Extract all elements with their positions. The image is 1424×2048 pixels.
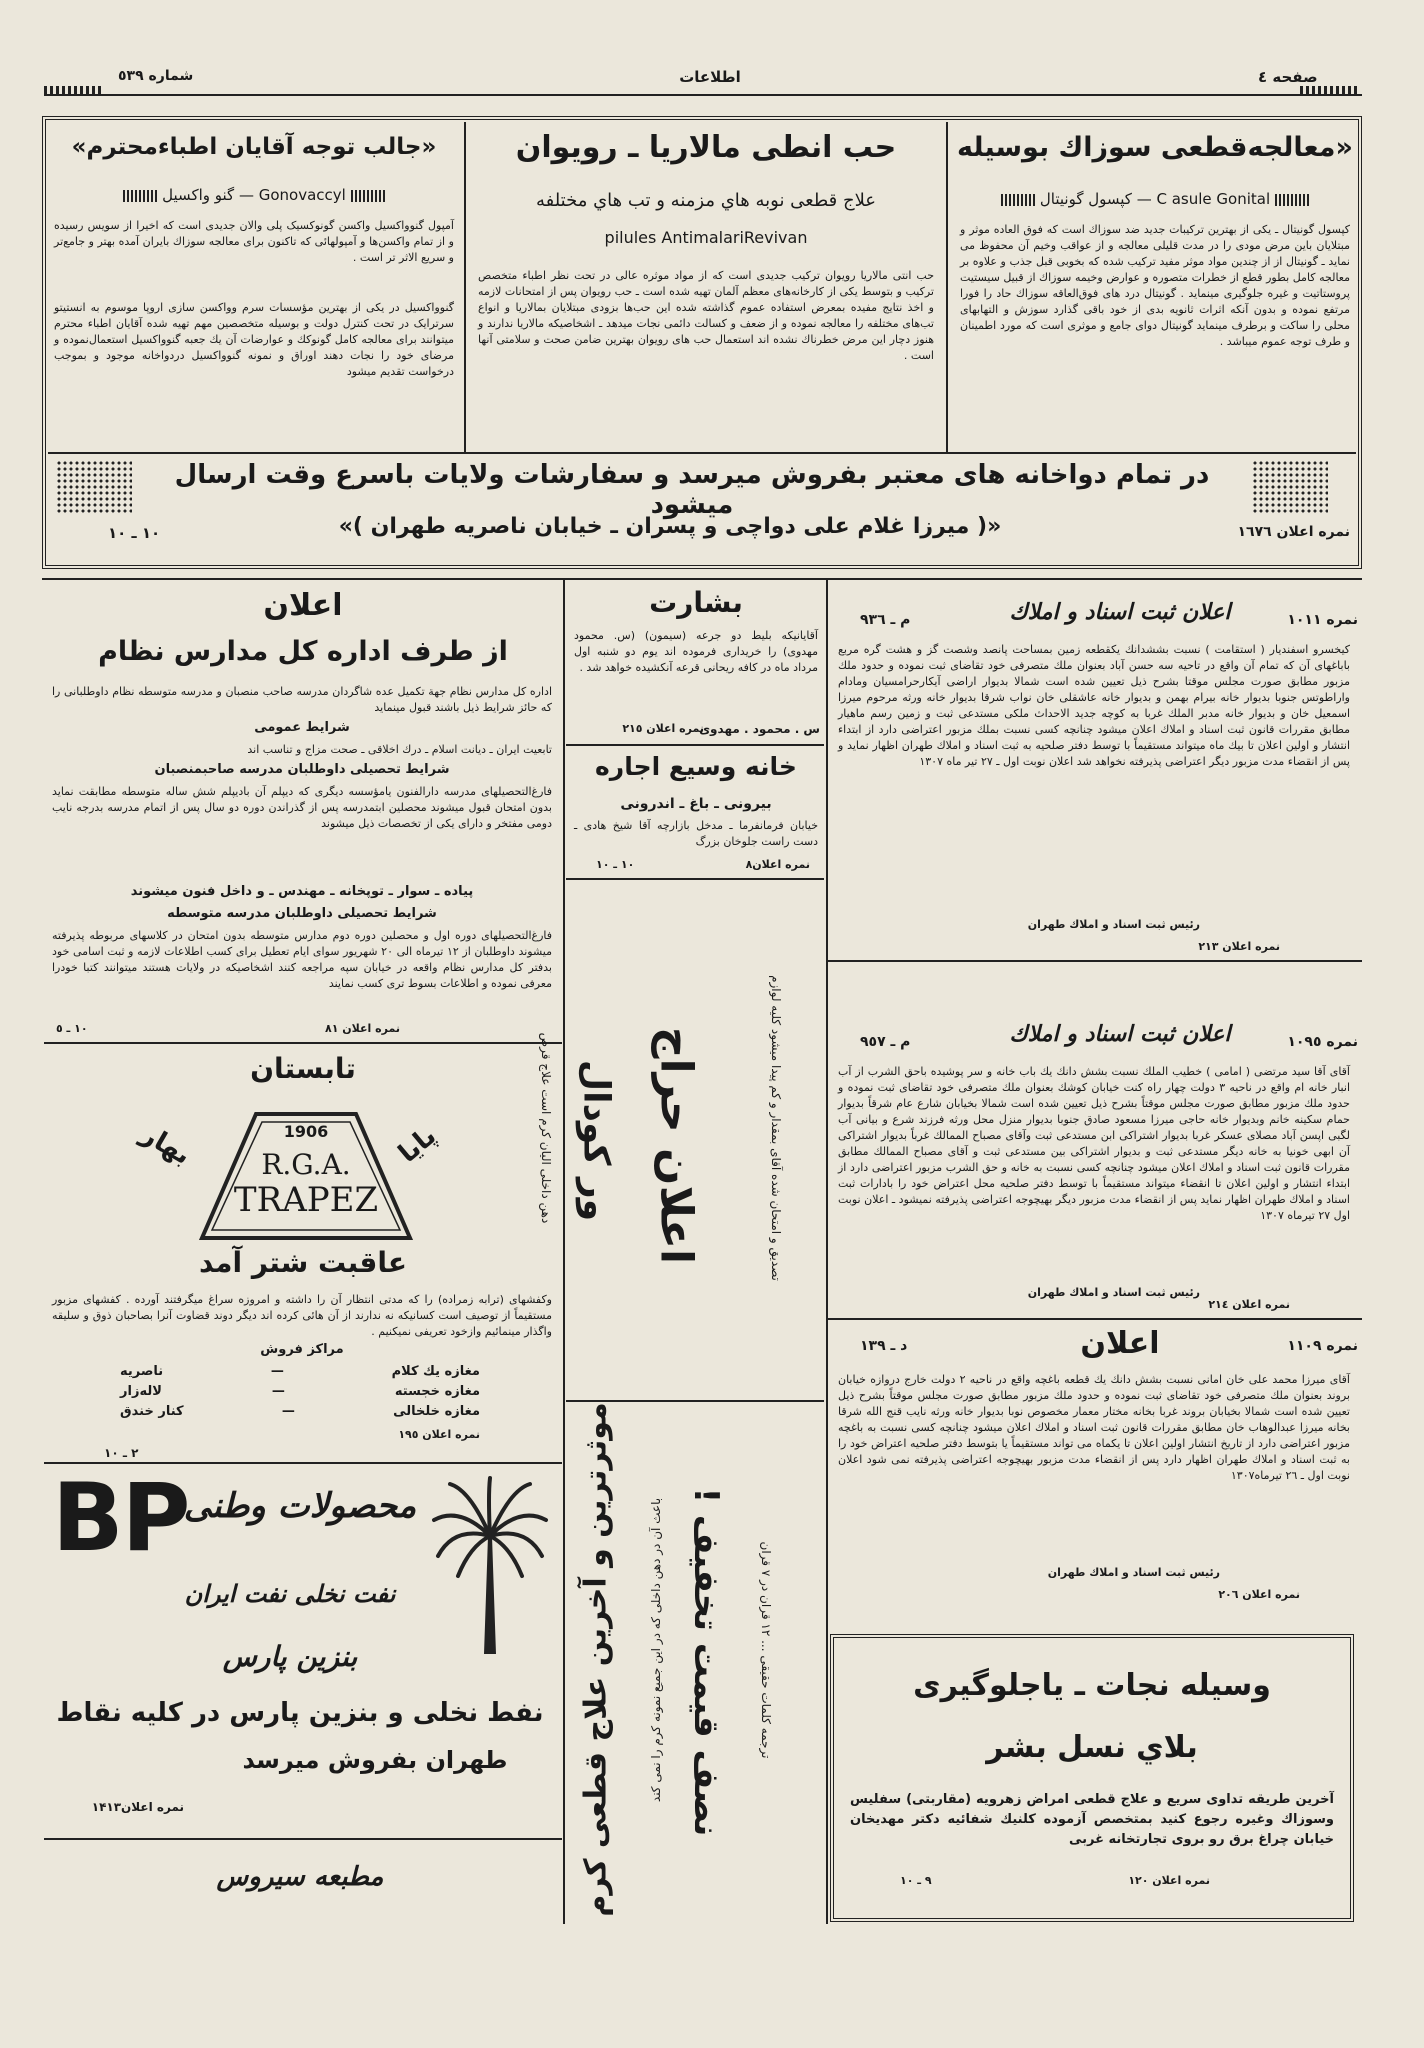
bp-line2: طهران بفروش ميرسد [242, 1746, 508, 1774]
summer-title: تابستان [250, 1052, 356, 1085]
bp-subtitle: نفت نخلی نفت ايران [184, 1580, 396, 1608]
bp-logo: BP [52, 1464, 189, 1573]
centers-title: مراکز فروش [260, 1342, 344, 1357]
vermifuge-title: ور کودال [575, 1059, 617, 1222]
banner-ad-range: ١٠ ـ ١٠ [108, 524, 161, 542]
bp-ad-number: نمره اعلان١۴١٣ [91, 1800, 184, 1814]
right-rule-1 [828, 960, 1362, 962]
ad1-number: نمره ١٠١١ [1287, 612, 1358, 628]
ornament-icon [1275, 194, 1309, 206]
summer-subtitle: عاقبت شتر آمد [198, 1246, 408, 1279]
discount-title: نصف قيمت تخفيف ! [686, 1487, 726, 1837]
dash: — [270, 1364, 284, 1379]
bisharat-para: آقايانيکه بليط دو جرعه (سيمون) (س. محمود مهدوی) را خريداری فرموده اند يوم دو شنبه اول مرداد ماه در کافه ريحانی قرعه آنکشيده خواهد شد . [574, 629, 818, 674]
banner-divider-left [464, 122, 466, 452]
middle-box-latin: pilules AntimalariRevivan [604, 228, 808, 247]
ad1-code: م ـ ٩٣٦ [860, 612, 911, 628]
summer-ad-range: ٢ ـ ١٠ [104, 1446, 139, 1460]
notice-subtitle: از طرف اداره کل مدارس نظام [98, 636, 508, 667]
palm-tree-icon [430, 1476, 550, 1656]
header-ornament-left [44, 86, 104, 94]
logo-word-left: بهار [135, 1119, 196, 1171]
ad2-code: م ـ ٩٥٧ [860, 1034, 911, 1050]
banner-ad-number: نمره اعلان ١٦٧٦ [1237, 524, 1350, 540]
notice-arms: پياده ـ سوار ـ توپخانه ـ مهندس ـ و داخل فنون ميشوند [130, 884, 474, 899]
center-street: لاله‌زار [120, 1384, 162, 1399]
mid-rule-1 [566, 744, 824, 746]
bisharat-ad-number: نمره اعلان ٢١٥ [622, 722, 704, 735]
auction-body: تصديق و امتحان شده آقای بمقدار و کم پيدا ميشود کليه لوازم [769, 975, 783, 1281]
house-ad-range: ١٠ ـ ١٠ [596, 858, 635, 871]
ad3-code: د ـ ١٣٩ [860, 1338, 908, 1354]
cure-title: موثرترين و آخرين علاج قطعی کرم [578, 1402, 614, 1917]
left-box-para2: گنوواکسيل در يکی از بهترين مؤسسات سرم وواکسن سازی اروپا موسوم به انستيتو سرترايک در تحت کنترل دولت و بوسيله متخصصين مهم تهيه شده آقايان اطباء محترم ميتوانند برای معالجه کامل گونوکك و عوارضات آن يك جعبه گنوواکسيل استعمال‌نموده و مرضای خود را نجات دهند اوراق و نمونه گنوواکسيل دردواخانه موجود و بموجب درخواست تقديم ميشود [54, 301, 454, 378]
ad4-number: نمره اعلان ١٢٠ [1128, 1874, 1210, 1887]
dot-ornament-left [56, 460, 132, 514]
notice-heading2: شرايط تحصيلی داوطلبان مدرسه صاحبمنصبان [154, 762, 450, 777]
discount-body: ترجمه کلمات حقيقی ... ١٢ قران در ٧ قران [759, 1541, 773, 1759]
house-title: خانه وسيع اجاره [595, 752, 797, 781]
bisharat-signature: س . محمود . مهدوی [699, 722, 820, 736]
ad1-title: اعلان ثبت اسناد و املاك [1009, 600, 1231, 625]
right-box-product-name: کپسول گونيتال — C asule Gonital [1039, 190, 1271, 208]
notice-ad-range: ١٠ ـ ٥ [56, 1022, 88, 1035]
page-label: صفحه ٤ [1258, 68, 1318, 86]
ornament-icon [123, 190, 157, 202]
ornament-icon [351, 190, 385, 202]
notice-para1: اداره کل مدارس نظام جهة تکميل عده شاگردان مدرسه صاحب منصبان و مدرسه متوسطه نظام داوطلبانی را که حائز شرايط ذيل باشند قبول مينمايد [52, 685, 552, 714]
house-ad-number: نمره اعلان٨ [745, 858, 810, 871]
notice-para4: فارغ‌التحصيلهای دوره اول و محصلين دوره دوم مدارس متوسطه بدون امتحان در کلاسهای مربوطه پذيرفته ميشوند داوطلبان از ١٢ تيرماه الی ٢٠ شهريور سوای ايام تعطيل برای کسب اطلاعات لازمه و ثبت اسامی خود بدفتر کل مدارس نظام واقعه در خيابان سپه مراجعه کنند اشخاصيکه در ولايات هستند ميتوانند کتبا خودرا معرفی نموده و اطلاعات بسوط تری کسب نمايند [52, 929, 552, 990]
notice-heading3: شرايط تحصيلی داوطلبان مدرسه متوسطه [167, 906, 437, 921]
header-ornament-right [1300, 86, 1360, 94]
center-row [120, 1382, 480, 1402]
left-box-product [52, 186, 456, 204]
cure-body: باعث آن در دهن داخلی که در اين جميع نمونه کرم را نمی کند [649, 1497, 663, 1803]
ad1-signature: رئيس ثبت اسناد و املاك طهران [1027, 918, 1200, 931]
dot-ornament-right [1252, 460, 1328, 514]
center-shop: مغازه خلخالی [393, 1404, 480, 1419]
logo-year: 1906 [283, 1122, 329, 1141]
banner-divider-right [946, 122, 948, 452]
ad2-signature: رئيس ثبت اسناد و املاك طهران [1027, 1286, 1200, 1299]
center-row [120, 1362, 480, 1382]
ad4-title: وسيله نجات ـ ياجلوگيری [913, 1668, 1271, 1703]
bp-line1: نفط نخلی و بنزين پارس در کليه نقاط [56, 1698, 544, 1728]
notice-title: اعلان [263, 588, 343, 623]
printer-name: مطبعه سيروس [216, 1862, 384, 1892]
center-street: ناصريه [120, 1364, 164, 1379]
left-box-product-name: گنو واکسيل — Gonovaccyl [162, 186, 346, 204]
dash: — [281, 1404, 295, 1419]
right-rule-2 [828, 1318, 1362, 1320]
notice-para2: تابعيت ايران ـ ديانت اسلام ـ درك اخلاقی ـ صحت مزاج و تناسب اند [247, 743, 552, 756]
banner-divider-horizontal [48, 452, 1356, 454]
notice-para3: فارغ‌التحصيلهای مدرسه دارالفنون يامؤسسه ديگری که ديپلم آن باديپلم شش ساله متوسطه مطابقت نمايد بدون امتحان قبول ميشوند محصلين ابتمدرسه پس از گذراندن دوره دو سال پس از اتمام مدرسه بدرجه نايب دومی مفتخر و دارای يکی از تخصصات ذيل ميشوند [52, 785, 552, 830]
columns-top-rule [42, 578, 1362, 580]
ad3-signature: رئيس ثبت اسناد و املاك طهران [1047, 1566, 1220, 1579]
middle-box-subtitle: علاج قطعی نوبه هاي مزمنه و تب هاي مختلفه [535, 190, 877, 211]
ad2-para: آقای آقا سيد مرتضی ( امامی ) خطيب الملك نسبت بشش دانك يك باب خانه و سر پوشيده باحق الشرب از آب انبار خانه ام واقع در ناحيه ٣ دولت چهار راه کنت خيابان کوشك بعنوان ملك متصرفی خود تقاضای ثبت نموده و حدود ملك مزبور مطابق صورت مجلس موقتاً بشرح ذيل تعيين شده است شمالا بخيابان شارع عام شرقاً بديوار حمام سکينه خانم وبديوار خانه حاجی ميرزا مسعود صادق جنوبا بديوار منزل محل ورثه فرزند شرع و بيانی آب لگبی اپسن آباد مصلای عسکر غربا بديوار اشتراکی ابن مستدعی ثبت وآقای مصباح الممالك غرباً بديوار اشتراکی آن ابهی خونيا به خانه ديگر مستدعی ثبت و بديوار اشتراکی بين مستدعی ثبت و آقای مصباح الممالك مطابق مقررات قانون ثبت اسناد و املاك اعلان ميشود چنانچه کسی نسبت به خانه و حق الشرب مزبور اعتراضی دارد از ابتداء انتشار و اولين اعلان تا انقضاء ميتواند مستقيماً با توسط دفتر صلحيه محل اعتراض خود را بادارات ثبت اسناد و املاك طهران اظهار نمايد پس از انقضاء مدت مزبور ديگر بهيچوجه اعتراضی پذيرفته نميشود ـ اعلان نوبت اول ٢٧ تيرماه ١٣٠٧ [838, 1065, 1350, 1222]
dash: — [271, 1384, 285, 1399]
bisharat-title: بشارت [649, 586, 743, 619]
ad3-ref: نمره اعلان ٢٠٦ [1218, 1588, 1300, 1601]
ad4-subtitle: بلاي نسل بشر [986, 1730, 1198, 1765]
rotated-ads-bottom [566, 1402, 824, 1922]
middle-box-title: حب انطی مالاريا ـ رويوان [515, 130, 897, 165]
center-shop: مغازه خجسته [394, 1384, 480, 1399]
house-subtitle: بيرونی ـ باغ ـ اندرونی [620, 796, 772, 812]
center-street: کنار خندق [120, 1404, 184, 1419]
ad4-para: آخرين طريقه تداوی سريع و علاج قطعی امراض زهرويه (مقاربتی) سفليس وسوزاك وغيره رجوع کنيد بمتخصص آزموده کلنيك شفائيه دکتر مهديخان خيابان چراغ برق رو بروی تجارتخانه غربی [850, 1792, 1334, 1847]
ad3-para: آقای ميرزا محمد علی خان امانی نسبت بشش دانك يك قطعه باغچه واقع در ناحيه ٢ دولت خارج دروازه خيابان بروند بعنوان ملك متصرفی خود تقاضای ثبت نموده و حدود ملك مزبور مطابق صورت مجلس موقتاً بشرح ذيل تعيين شده است شمالا بخيابان بروند غربا بخانه مختار معمار مخصوص نوبا بديوار خانه ورثه نايب قنج الله شرقا بخانه ميرزا عبدالوهاب خان مطابق مقررات قانون ثبت اسناد و املاك اعلان ميشود چنانچه کسی نسبت به باغچه مزبور اعتراضی دارد از تاريخ انتشار اولين اعلان تا يکماه می تواند مستقيماً يا بتوسط دفتر صلحيه اعتراض خود را به ثبت اسناد و املاك طهران اظهار دارد پس از انقضاء مدت مزبور بهيچوجه اعتراضی پذيرفته نمی شود اعلان نوبت اول ـ ٢٦ تيرماه١٣٠٧ [838, 1373, 1350, 1482]
left-rule-1 [44, 1042, 562, 1044]
summer-ad-number: نمره اعلان ١٩٥ [398, 1428, 480, 1441]
summer-para: وکفشهای (ترابه زمراده) را که مدتی انتظار آن را داشته و امروزه سراغ ميگرفتند آورده . کفشهای مزبور مستقيماً از توصيف است کسانيکه نه ندارند از آن هائی کرده اند ديگر دوند قضاوت آنرا بصاحبان ذوق و سليقه واگذار مينمائيم وازخود تعريفی نميکنيم . [52, 1293, 552, 1338]
logo-line1: R.G.A. [261, 1148, 351, 1181]
vermifuge-body: دهن داخلی الیان کرم است علاج قرص [539, 1032, 553, 1224]
left-box-para1: آمپول گنوواکسيل واکسن گونوکسيک پلی والان جديدی است که اخيرا از سويس رسيده و از تمام واکسن‌ها و آمپولهائی که تاکنون برای معالجه سوزاك بايران آمده بهتر و جامع‌تر و سريع الاثر تر است . [54, 219, 454, 264]
center-row [120, 1402, 480, 1422]
logo-line2: TRAPEZ [233, 1180, 379, 1220]
ad1-para: کيخسرو اسفنديار ( استقامت ) نسبت بششدانك يکقطعه زمين بمساحت پانصد وشصت گز و هشت گره مربع باباغهای آن که تمام آن واقع در تاحيه سه حسن آباد بعنوان ملك متصرفی خود تقاضای ثبت نموده و حدود ملك مزبور مطابق صورت مجلس موقتا بشرح ذيل تعيين شده است شمالا بديوار اراضی آيکارحرامسيان ومادام واراطوتس جنوبا بديوار خانه بيرام بهمن و بديوار خانه عاشقلی خان نواب شرقا بديوار خانه ورثه مرحوم ميرزا اسمعيل خان و بديوار خانه مدبر الملك غربا به کوچه جديد الاحداث ملکی مستدعی ثبت و زمين رسم ماهيار مطابق مقررات قانون ثبت اسناد و املاك اعلان ميشود چنانچه کسی نسبت بملك مزبور اعتراضی دارد از ابتداء انتشار و اولين اعلان تا بيك ماه ميتواند مستقيماً با توسط دفتر صلحيه به ثبت اسناد و املاك طهران اظهار نمايد و پس از انقضاء مدت مزبور ديگر اعتراضی پذيرفته نخواهد شد اعلان نوبت اول ـ ٢٧ تير ماه ١٣٠٧ [838, 643, 1350, 768]
bp-title: محصولات وطنی [183, 1486, 417, 1526]
center-shop: مغازه يك کلام [391, 1364, 480, 1379]
ad2-title: اعلان ثبت اسناد و املاك [1009, 1022, 1231, 1047]
right-box-title: «معالجه‌قطعی سوزاك بوسيله [957, 132, 1353, 163]
column-divider-1 [563, 578, 565, 1924]
notice-heading1: شرايط عمومی [254, 720, 350, 735]
rotated-ads-top [539, 880, 824, 1400]
paper-name: اطلاعات [679, 68, 741, 86]
ad3-title: اعلان [1080, 1326, 1160, 1361]
column-divider-2 [826, 578, 828, 1924]
logo-word-right: پايا [392, 1120, 443, 1170]
header-rule [44, 94, 1362, 96]
auction-title: اعلان حراج [650, 1026, 702, 1265]
ornament-icon [1001, 194, 1035, 206]
left-rule-3 [44, 1838, 562, 1840]
right-box-para: کپسول گونيتال ـ يکی از بهترين ترکيبات جديد ضد سوزاك است که فوق العاده موثر و مبتلايان باين مرض مودی را در مدت قليلی معالجه و از عواقب وخيم آن محفوظ می نمايد ـ گونيتال از از چندين مواد موثر مفيد ترکيب شده که بخوبی قبل جذب و علاوه بر معالجه کامل بطور قطع از خطرات متصوره و عوارض وخيمه سوزاك از قبيل سيستيت پروستاتيت و غيره جلوگيری مينمايد . گونيتال درد های فوق‌العاقه سوزاك حاد را فورا مرتفع نموده و بدون آنکه اثرات ثانويه بدی از خود باقی گذارد سوزش و التهابهای محلی را ساکت و برطرف مينمايد گونيتال دوای جامع و موثری است که مورد اطمينان و طرف توجه عموم ميباشد . [960, 223, 1350, 348]
ad3-number: نمره ١١٠٩ [1287, 1338, 1358, 1354]
left-box-title: «جالب توجه آقايان اطباءمحترم» [71, 134, 437, 160]
ad4-range: ٩ ـ ١٠ [900, 1874, 932, 1887]
banner-footer-line2: «( ميرزا غلام علی دواچی و پسران ـ خيابان ناصريه طهران )» [338, 514, 1002, 539]
ad1-ref: نمره اعلان ٢١٣ [1198, 940, 1280, 953]
ad2-number: نمره ١٠٩٥ [1287, 1034, 1358, 1050]
ad2-ref: نمره اعلان ٢١٤ [1208, 1298, 1290, 1311]
notice-ad-number: نمره اعلان ٨١ [325, 1022, 400, 1035]
house-para: خيابان فرمانفرما ـ مدخل بازارچه آقا شيخ هادی ـ دست راست جلوخان بزرگ [574, 819, 818, 848]
issue-number: شماره ٥٣٩ [118, 68, 194, 84]
banner-footer-line1: در تمام دواخانه های معتبر بفروش ميرسد و سفارشات ولايات باسرع وقت ارسال ميشود [174, 460, 1210, 520]
bp-brand: بنزين پارس [222, 1640, 358, 1673]
right-box-product [956, 190, 1354, 208]
middle-box-para: حب انتی مالاريا رويوان ترکيب جديدی است که از مواد موثره عالی در تحت نظر اطباء متخصص ترکيب و بتوسط يکی از کارخانه‌های معظم آلمان تهيه شده است ـ حب رويوان پس از امتحانات لازمه و اخذ نتايج مفيده بمعرض استفاده عموم گذاشته شده اين حب‌ها بزودی مبتلايان بمالاريا و انواع تب‌های مختلفه را معالجه نموده و از ضعف و کسالت دائمی نجات ميدهد ـ اشخاصيکه مالاريا ندارند و هنوز دچار اين مرض خطرناك نشده اند استعمال حب های رويوان بهترين ضامن صحت و سلامتی آنها است . [478, 269, 934, 362]
centers-list [120, 1362, 480, 1422]
